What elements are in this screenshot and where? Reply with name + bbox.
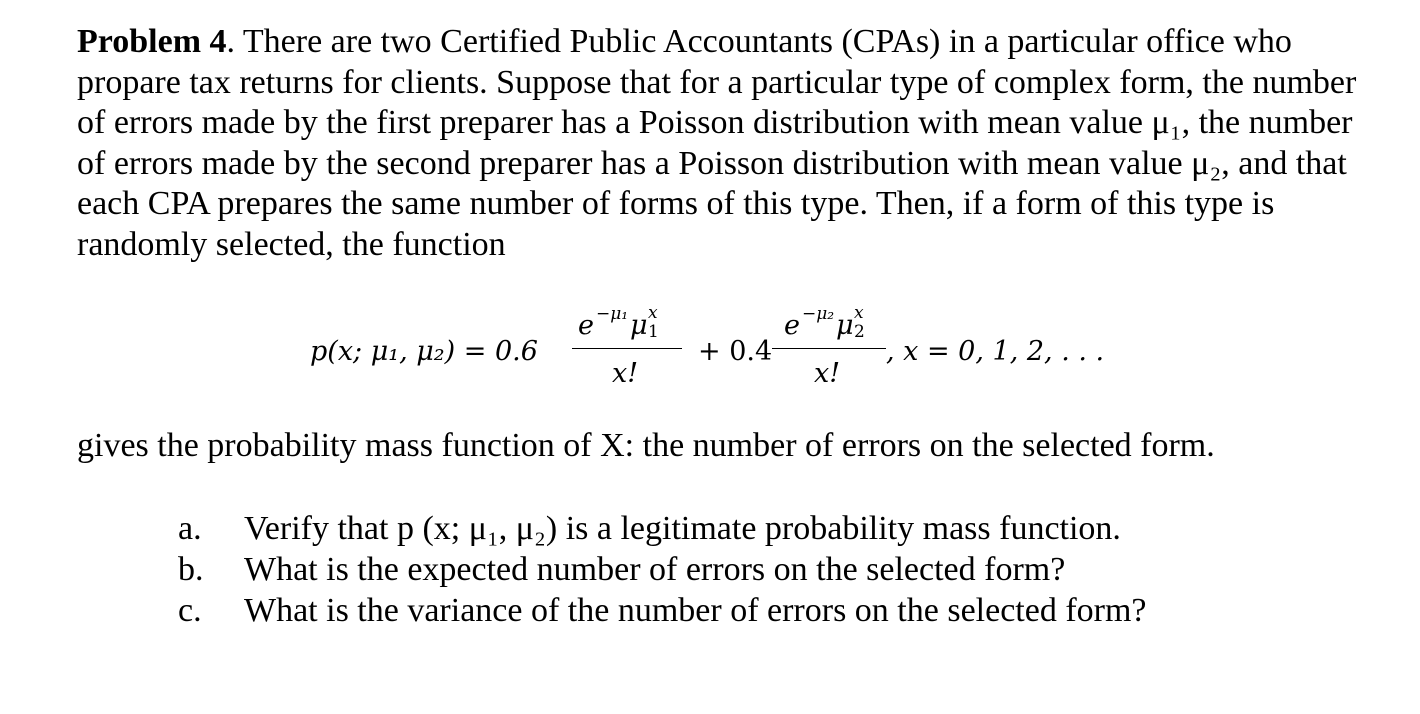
problem-label: Problem 4 — [77, 23, 227, 60]
fraction2-mu-sup: x — [854, 303, 864, 323]
fraction2-mu-sub: 2 — [854, 322, 865, 342]
list-item — [178, 508, 1147, 549]
list-marker: c. — [178, 592, 202, 629]
question-text: Verify that p (x; μ₁, μ₂) is a legitimate probability mass function. — [244, 510, 1121, 547]
list-marker: a. — [178, 510, 202, 547]
list-item — [178, 549, 1147, 590]
fraction2-bar — [772, 348, 886, 349]
fraction2-exponent: −μ₂ — [802, 304, 835, 324]
fraction1-mu-sup: x — [648, 303, 658, 323]
list-item — [178, 590, 1147, 631]
fraction2-e: e — [784, 310, 800, 341]
fraction2-denominator: x! — [814, 358, 841, 389]
problem-statement — [77, 22, 1367, 265]
pmf-formula — [310, 300, 1210, 400]
question-text: What is the variance of the number of errors on the selected form? — [244, 592, 1147, 629]
fraction1-e: e — [578, 310, 594, 341]
problem-paragraph — [77, 22, 1367, 265]
fraction1-exponent: −μ₁ — [596, 304, 629, 324]
pmf-description: gives the probability mass function of X: the number of errors on the selected form. — [77, 427, 1215, 464]
fraction1-bar — [572, 348, 682, 349]
question-text: What is the expected number of errors on the selected form? — [244, 551, 1066, 588]
formula-plus: + 0.4 — [698, 336, 773, 367]
fraction1-mu-sub: 1 — [648, 322, 659, 342]
fraction1-denominator: x! — [612, 358, 639, 389]
formula-lhs: p(x; μ₁, μ₂) = 0.6 — [310, 336, 538, 367]
fraction1-mu: μ — [630, 310, 648, 341]
problem-text: . There are two Certified Public Accountants (CPAs) in a particular office who propare tax returns for clients. Suppose that for a particular type of complex form, the number of errors made by the first preparer has a Poisson distribution with mean value μ₁, the number of errors made by the second preparer has a Poisson distribution with mean value μ₂, and that each CPA prepares the same number of forms of this type. Then, if a form of this type is randomly selected, the function — [77, 23, 1357, 263]
fraction2-mu: μ — [836, 310, 854, 341]
question-list — [178, 508, 1147, 631]
formula-domain: , x = 0, 1, 2, . . . — [886, 336, 1105, 367]
list-marker: b. — [178, 551, 204, 588]
